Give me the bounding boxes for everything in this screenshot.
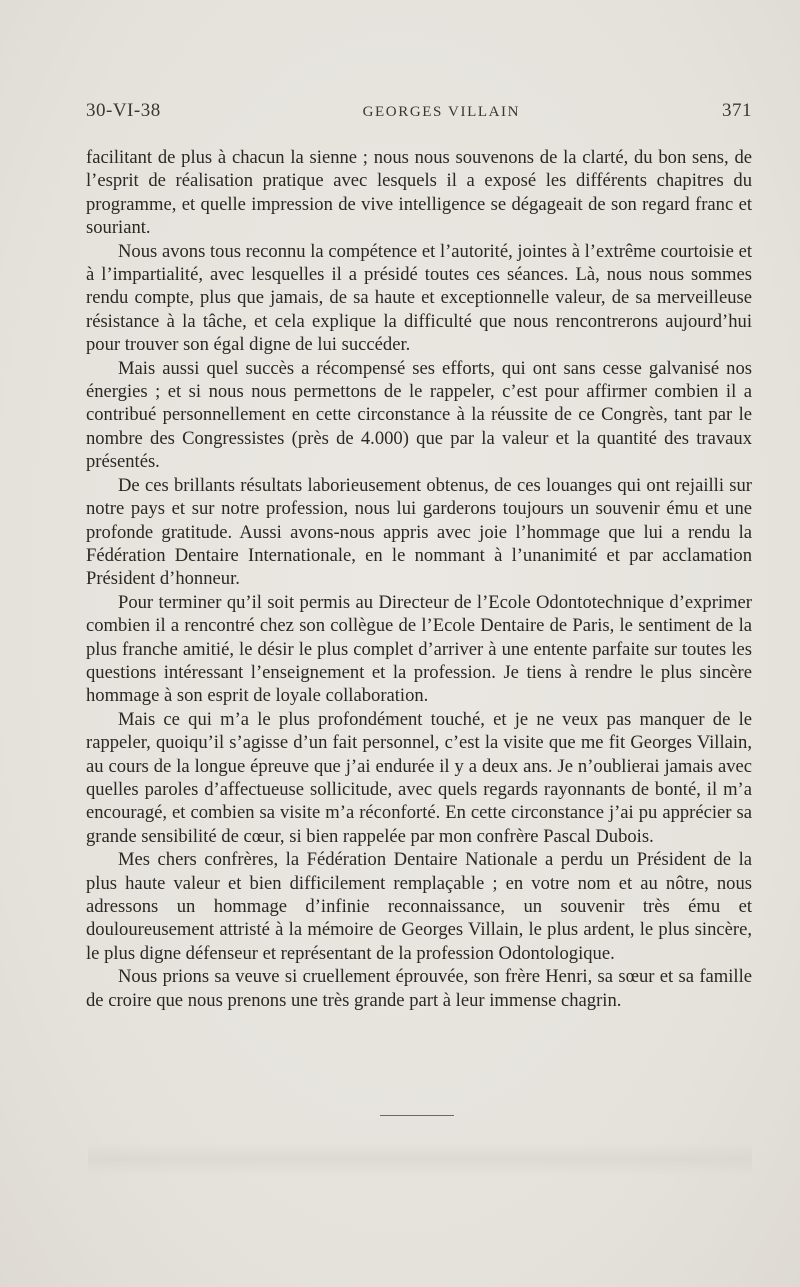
paragraph-8: Nous prions sa veuve si cruellement éprouvée, son frère Henri, sa sœur et sa famille de croire que nous prenons une très grande part à leur immense chagrin. [86,966,752,1011]
header-title: GEORGES VILLAIN [362,104,521,120]
paper-shading-band [88,1142,752,1176]
paragraph-5: Pour terminer qu’il soit permis au Directeur de l’Ecole Odontotechnique d’exprimer combien il a rencontré chez son collègue de l’Ecole Dentaire de Paris, le sentiment de la plus franche amitié, le désir le plus complet d’arriver à une entente parfaite sur toutes les questions intéressant l’enseignement et la profession. Je tiens à rendre le plus sincère hommage à son esprit de loyale collaboration. [86,591,752,707]
paragraph-4: De ces brillants résultats laborieusement obtenus, de ces louanges qui ont rejailli sur notre pays et sur notre profession, nous lui garderons toujours un souvenir ému et une profonde gratitude. Aussi avons-nous appris avec joie l’hommage que lui a rendu la Fédération Dentaire Internationale, en le nommant à l’unanimité et par acclamation Président d’honneur. [86,474,752,590]
running-header [86,100,752,130]
body-text [86,146,752,1012]
paragraph-2: Nous avons tous reconnu la compétence et l’autorité, jointes à l’extrême courtoisie et à l’impartialité, avec lesquelles il a présidé toutes ces séances. Là, nous nous sommes rendu compte, plus que jamais, de sa haute et exceptionnelle valeur, de sa merveilleuse résistance à la tâche, et cela explique la difficulté que nous rencontrerons aujourd’hui pour trouver son égal digne de lui succéder. [86,240,752,356]
paragraph-3: Mais aussi quel succès a récompensé ses efforts, qui ont sans cesse galvanisé nos énergies ; et si nous nous permettons de le rappeler, c’est pour affirmer combien il a contribué personnellement en cette circonstance à la réussite de ce Congrès, tant par le nombre des Congressistes (près de 4.000) que par la valeur et la quantité des travaux présentés. [86,357,752,473]
paragraph-1: facilitant de plus à chacun la sienne ; nous nous souvenons de la clarté, du bon sens, de l’esprit de réalisation pratique avec lesquels il a exposé les différents chapitres du programme, et quelle impression de vive intelligence se dégageait de son regard franc et souriant. [86,147,752,239]
paragraph-6: Mais ce qui m’a le plus profondément touché, et je ne veux pas manquer de le rappeler, quoiqu’il s’agisse d’un fait personnel, c’est la visite que me fit Georges Villain, au cours de la longue épreuve que j’ai endurée il y a deux ans. Je n’oublierai jamais avec quelles paroles d’affectueuse sollicitude, avec quels regards rayonnants de bonté, il m’a encouragé, et combien sa visite m’a réconforté. En cette circonstance j’ai pu apprécier sa grande sensibilité de cœur, si bien rappelée par mon confrère Pascal Dubois. [86,708,752,847]
header-date: 30-VI-38 [86,100,161,121]
section-end-rule [380,1115,454,1116]
page-number: 371 [721,100,752,121]
paragraph-7: Mes chers confrères, la Fédération Dentaire Nationale a perdu un Président de la plus haute valeur et bien difficilement remplaçable ; en votre nom et au nôtre, nous adressons un hommage d’infinie reconnaissance, un souvenir très ému et douloureusement attristé à la mémoire de Georges Villain, le plus ardent, le plus sincère, le plus digne défenseur et représentant de la profession Odontologique. [86,849,752,964]
